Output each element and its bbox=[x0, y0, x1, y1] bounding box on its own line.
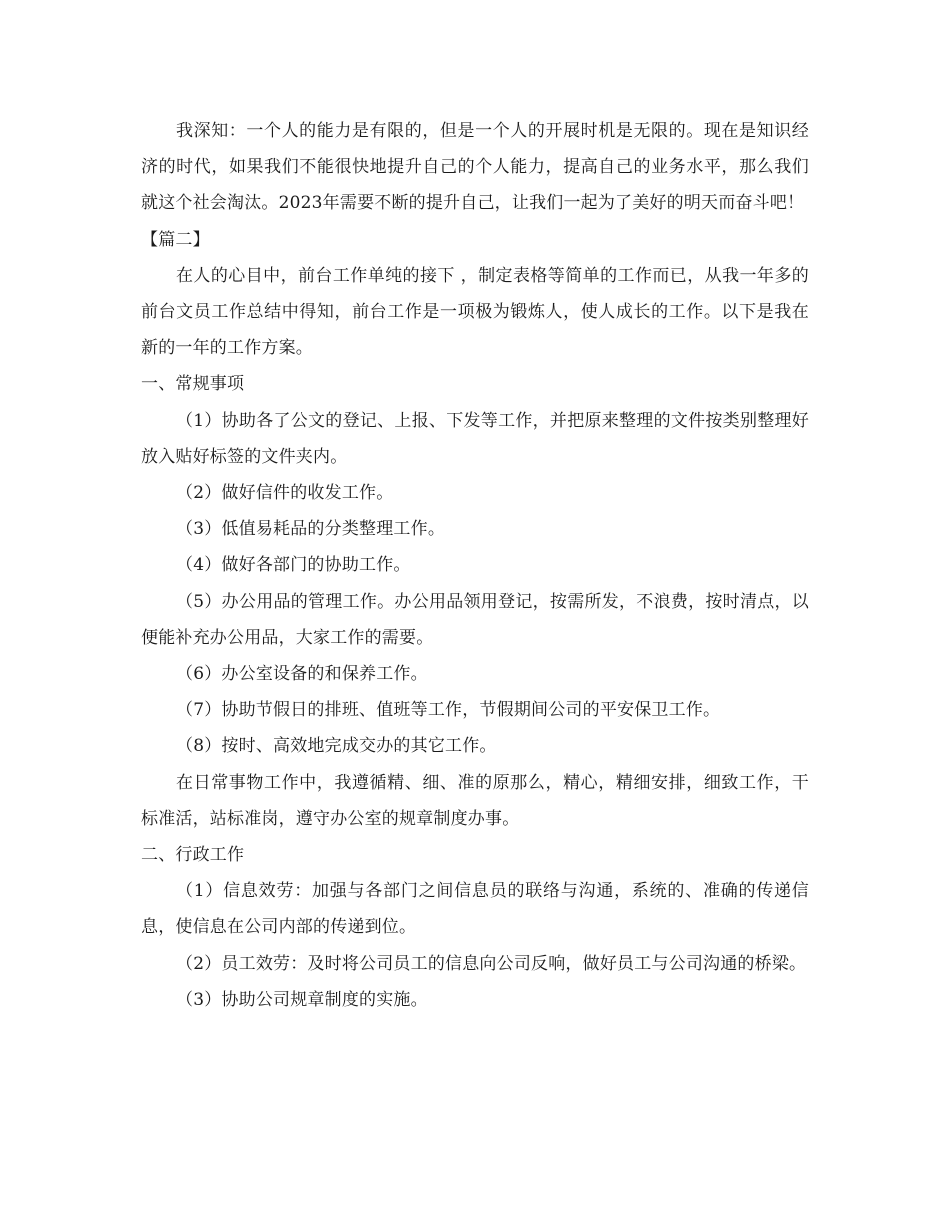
list-item-4: （4）做好各部门的协助工作。 bbox=[176, 555, 411, 576]
document-body bbox=[141, 113, 809, 1018]
list-item-3: （3）低值易耗品的分类整理工作。 bbox=[176, 519, 446, 540]
list-item-5: （5）办公用品的管理工作。办公用品领用登记，按需所发，不浪费，按时清点，以便能补充办公用品，大家工作的需要。 bbox=[141, 591, 809, 648]
list-item-1: （1）协助各了公文的登记、上报、下发等工作，并把原来整理的文件按类别整理好放入贴好标签的文件夹内。 bbox=[141, 410, 809, 467]
admin-item-2: （2）员工效劳：及时将公司员工的信息向公司反响，做好员工与公司沟通的桥梁。 bbox=[176, 953, 807, 974]
paragraph-intro: 我深知：一个人的能力是有限的，但是一个人的开展时机是无限的。现在是知识经济的时代，如果我们不能很快地提升自己的个人能力，提高自己的业务水平，那么我们就这个社会淘汰。2023年需要不断的提升自己，让我们一起为了美好的明天而奋斗吧！ bbox=[141, 121, 809, 214]
paragraph-daily-work: 在日常事物工作中，我遵循精、细、准的原那么，精心，精细安排，细致工作，干标准活，站标准岗，遵守办公室的规章制度办事。 bbox=[141, 772, 809, 829]
list-item-2: （2）做好信件的收发工作。 bbox=[176, 483, 394, 504]
paragraph-front-desk: 在人的心目中，前台工作单纯的接下 ，制定表格等简单的工作而已，从我一年多的前台文员工作总结中得知，前台工作是一项极为锻炼人，使人成长的工作。以下是我在新的一年的工作方案。 bbox=[141, 265, 809, 359]
section-heading-part-two: 【篇二】 bbox=[141, 229, 210, 250]
list-item-7: （7）协助节假日的排班、值班等工作，节假期间公司的平安保卫工作。 bbox=[176, 700, 721, 721]
list-item-6: （6）办公室设备的和保养工作。 bbox=[176, 664, 428, 685]
heading-routine-matters: 一、常规事项 bbox=[141, 374, 245, 395]
heading-administrative-work: 二、行政工作 bbox=[141, 845, 245, 866]
admin-item-3: （3）协助公司规章制度的实施。 bbox=[176, 989, 428, 1010]
list-item-8: （8）按时、高效地完成交办的其它工作。 bbox=[176, 736, 497, 757]
admin-item-1: （1）信息效劳：加强与各部门之间信息员的联络与沟通，系统的、准确的传递信息，使信息在公司内部的传递到位。 bbox=[141, 881, 809, 938]
